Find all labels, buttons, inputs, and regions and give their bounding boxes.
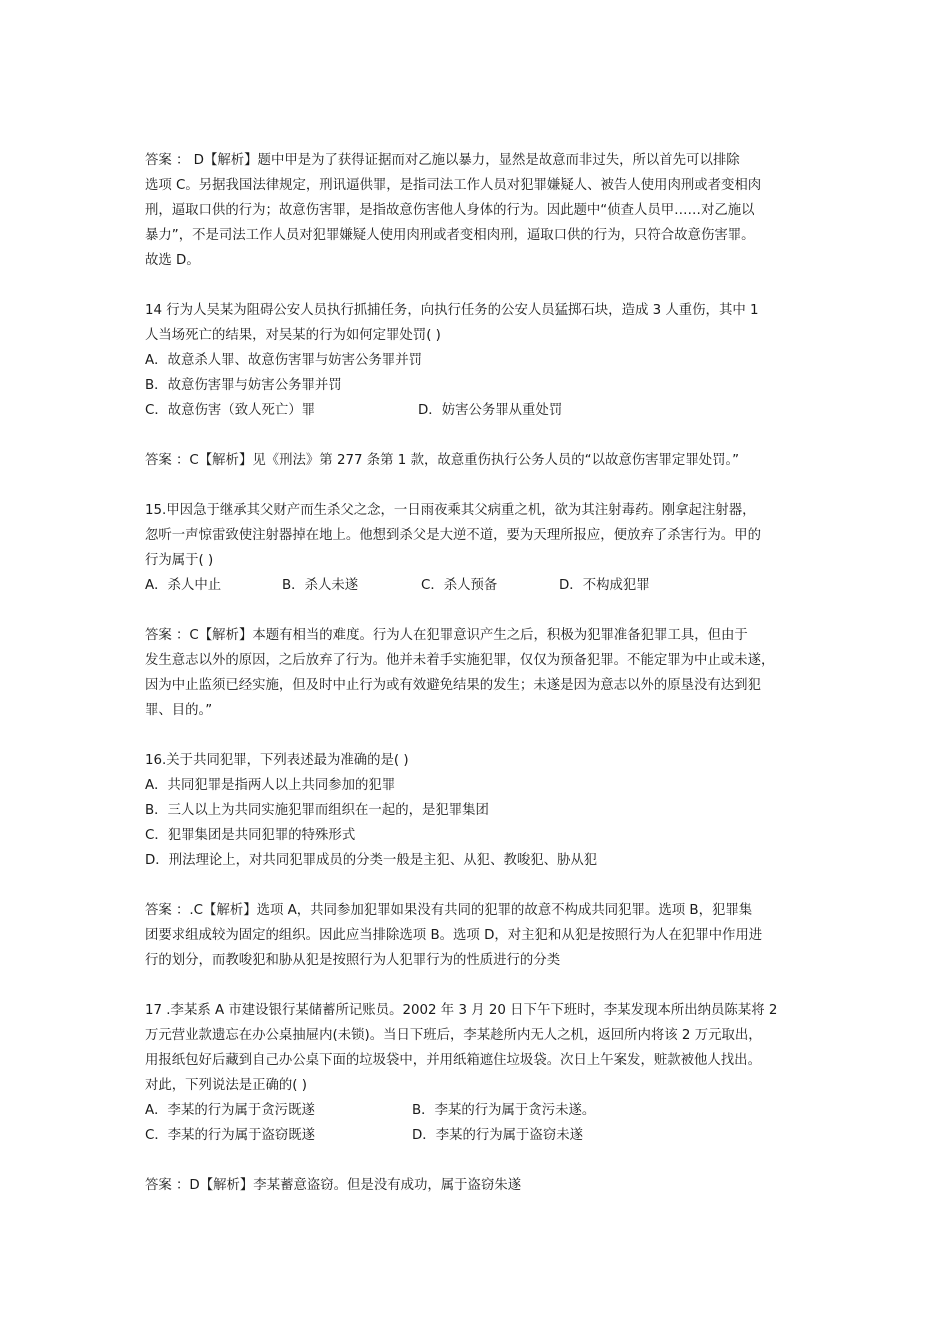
option-row <box>145 1123 815 1148</box>
text-line: 17 .李某系 A 市建设银行某储蓄所记账员。2002 年 3 月 20 日下午下班时，李某发现本所出纳员陈某将 2 <box>145 1003 778 1018</box>
text-line: 15.甲因急于继承其父财产而生杀父之念，一日雨夜乘其父病重之机，欲为其注射毒药。刚拿起注射器， <box>145 503 756 518</box>
option-line: B．三人以上为共同实施犯罪而组织在一起的，是犯罪集团 <box>145 803 489 818</box>
question-17 <box>145 998 815 1148</box>
option-line: C．犯罪集团是共同犯罪的特殊形式 <box>145 828 356 843</box>
answer-14 <box>145 448 815 473</box>
answer-15 <box>145 623 815 723</box>
option-d: D．不构成犯罪 <box>559 578 650 593</box>
option-row <box>145 398 815 423</box>
option-b: B．杀人未遂 <box>282 578 359 593</box>
answer-17 <box>145 1173 815 1198</box>
text-line: 罪、目的。” <box>145 703 213 718</box>
text-line: 对此，下列说法是正确的( ) <box>145 1078 308 1093</box>
text-line: 答案 ：C【解析】见《刑法》第 277 条第 1 款，故意重伤执行公务人员的“以故意伤害罪定罪处罚。” <box>145 453 740 468</box>
option-line: A．共同犯罪是指两人以上共同参加的犯罪 <box>145 778 396 793</box>
question-16 <box>145 748 815 873</box>
text-line: 答案 ： D【解析】题中甲是为了获得证据而对乙施以暴力，显然是故意而非过失，所以首先可以排除 <box>145 153 740 168</box>
text-line: 答案 ：.C【解析】选项 A，共同参加犯罪如果没有共同的犯罪的故意不构成共同犯罪。选项 B，犯罪集 <box>145 903 753 918</box>
document-page <box>145 148 815 1198</box>
text-line: 发生意志以外的原因，之后放弃了行为。他并未着手实施犯罪，仅仅为预备犯罪。不能定罪为中止或未遂， <box>145 653 775 668</box>
text-line: 故选 D。 <box>145 253 200 268</box>
text-line: 团要求组成较为固定的组织。因此应当排除选项 B。选项 D，对主犯和从犯是按照行为人在犯罪中作用进 <box>145 928 763 943</box>
option-c: C．故意伤害（致人死亡）罪 <box>145 403 316 418</box>
text-line: 忽听一声惊雷致使注射器掉在地上。他想到杀父是大逆不道，要为天理所报应，便放弃了杀害行为。甲的 <box>145 528 761 543</box>
text-line: 因为中止监须已经实施，但及时中止行为或有效避免结果的发生；未遂是因为意志以外的原垦没有达到犯 <box>145 678 761 693</box>
text-line: 用报纸包好后藏到自己办公桌下面的垃圾袋中，并用纸箱遮住垃圾袋。次日上午案发，赃款被他人找出。 <box>145 1053 761 1068</box>
option-c: C．李某的行为属于盗窃既遂 <box>145 1128 316 1143</box>
text-line: 刑，逼取口供的行为；故意伤害罪，是指故意伤害他人身体的行为。因此题中“侦查人员甲……对乙施以 <box>145 203 755 218</box>
text-line: 行为属于( ) <box>145 553 214 568</box>
option-a: A．李某的行为属于贪污既遂 <box>145 1103 315 1118</box>
answer-13 <box>145 148 815 273</box>
option-d: D．妨害公务罪从重处罚 <box>418 403 563 418</box>
text-line: 人当场死亡的结果，对吴某的行为如何定罪处罚( ) <box>145 328 441 343</box>
text-line: 暴力”，不是司法工作人员对犯罪嫌疑人使用肉刑或者变相肉刑，逼取口供的行为，只符合故意伤害罪。 <box>145 228 755 243</box>
text-line: 答案 ：D【解析】李某蓄意盗窃。但是没有成功，属于盗窃朱遂 <box>145 1178 522 1193</box>
text-line: 选项 C。另据我国法律规定，刑讯逼供罪，是指司法工作人员对犯罪嫌疑人、被告人使用肉刑或者变相肉 <box>145 178 762 193</box>
option-b: B．李某的行为属于贪污未遂。 <box>412 1103 596 1118</box>
option-line: A．故意杀人罪、故意伤害罪与妨害公务罪并罚 <box>145 353 422 368</box>
option-line: B．故意伤害罪与妨害公务罪并罚 <box>145 378 342 393</box>
option-c: C．杀人预备 <box>421 578 498 593</box>
text-line: 14 行为人吴某为阻碍公安人员执行抓捕任务，向执行任务的公安人员猛掷石块，造成 3 人重伤，其中 1 <box>145 303 759 318</box>
text-line: 16.关于共同犯罪，下列表述最为准确的是( ) <box>145 753 409 768</box>
option-d: D．李某的行为属于盗窃未遂 <box>412 1128 583 1143</box>
text-line: 行的划分，而教唆犯和胁从犯是按照行为人犯罪行为的性质进行的分类 <box>145 953 561 968</box>
option-row <box>145 1098 815 1123</box>
question-14 <box>145 298 815 423</box>
option-a: A．杀人中止 <box>145 578 222 593</box>
text-line: 答案 ：C【解析】本题有相当的难度。行为人在犯罪意识产生之后，积极为犯罪准备犯罪工具，但由于 <box>145 628 748 643</box>
question-15 <box>145 498 815 598</box>
answer-16 <box>145 898 815 973</box>
option-line: D．刑法理论上，对共同犯罪成员的分类一般是主犯、从犯、教唆犯、胁从犯 <box>145 853 598 868</box>
option-row <box>145 573 815 598</box>
text-line: 万元营业款遗忘在办公桌抽屉内(未锁)。当日下班后，李某趁所内无人之机，返回所内将该 2 万元取出， <box>145 1028 762 1043</box>
